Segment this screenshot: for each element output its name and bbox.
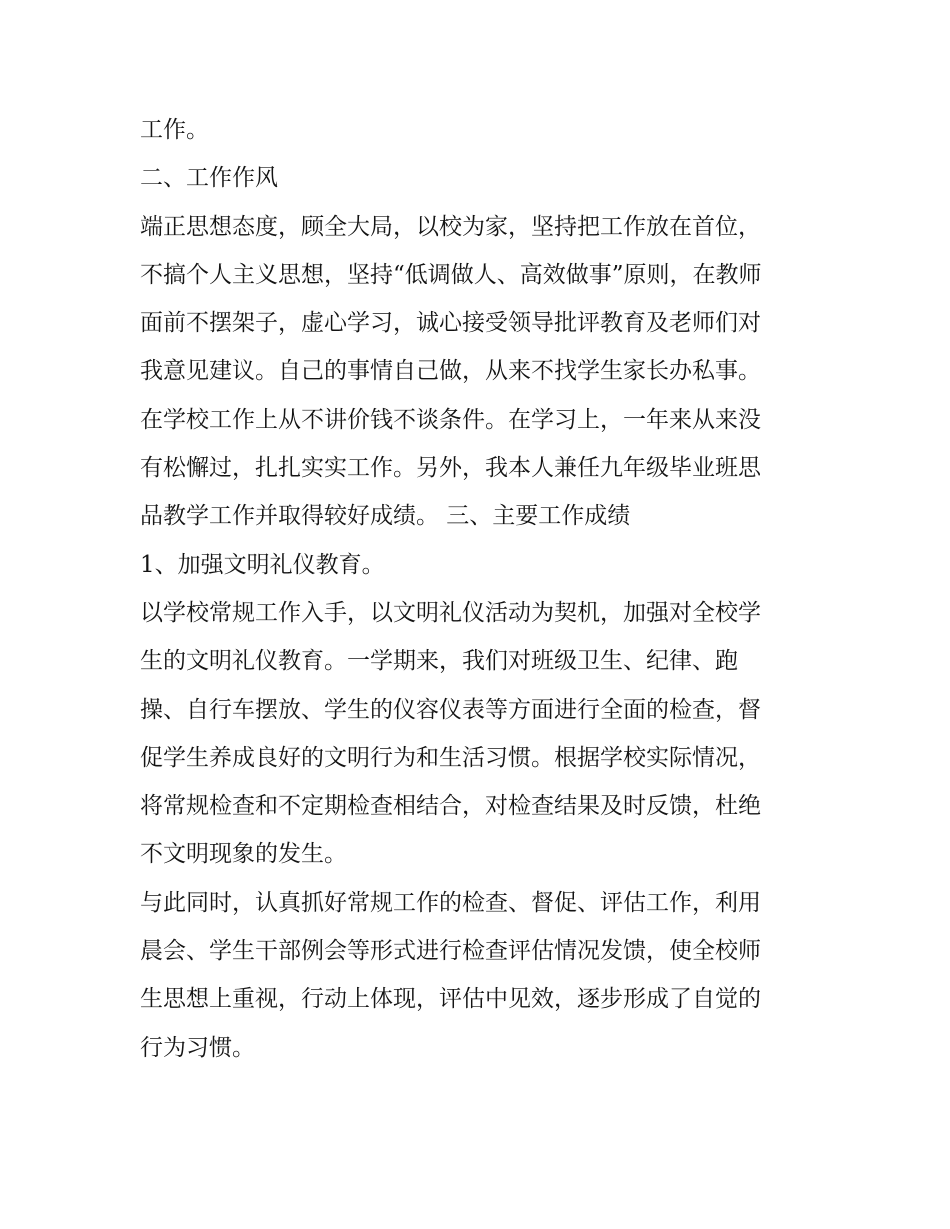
text-line: 端正思想态度，顾全大局，以校为家，坚持把工作放在首位， (140, 213, 761, 240)
text-line: 操、自行车摆放、学生的仪容仪表等方面进行全面的检查，督 (140, 696, 761, 723)
text-line: 与此同时，认真抓好常规工作的检查、督促、评估工作，利用 (140, 889, 761, 916)
text-line: 面前不摆架子，虚心学习，诚心接受领导批评教育及老师们对 (140, 310, 761, 337)
text-line: 以学校常规工作入手，以文明礼仪活动为契机，加强对全校学 (140, 599, 761, 626)
subsection-heading: 1、加强文明礼仪教育。 (140, 551, 385, 578)
document-body (140, 106, 812, 1072)
text-line: 工作。 (140, 117, 209, 143)
text-line: 有松懈过，扎扎实实工作。另外，我本人兼任九年级毕业班思 (140, 455, 761, 482)
text-line: 不文明现象的发生。 (140, 841, 347, 868)
text-line: 晨会、学生干部例会等形式进行检查评估情况发馈，使全校师 (140, 938, 761, 965)
text-line: 在学校工作上从不讲价钱不谈条件。在学习上，一年来从来没 (140, 406, 761, 433)
text-line: 生思想上重视，行动上体现，评估中见效，逐步形成了自觉的 (140, 986, 761, 1013)
text-line: 行为习惯。 (140, 1034, 255, 1061)
text-line: 将常规检查和不定期检查相结合，对检查结果及时反馈，杜绝 (140, 793, 761, 820)
text-line: 不搞个人主义思想，坚持“低调做人、高效做事”原则，在教师 (140, 261, 762, 288)
text-line: 我意见建议。自己的事情自己做，从来不找学生家长办私事。 (140, 358, 761, 385)
text-line: 促学生养成良好的文明行为和生活习惯。根据学校实际情况， (140, 744, 761, 771)
text-line: 品教学工作并取得较好成绩。 三、主要工作成绩 (140, 503, 631, 530)
section-heading: 二、工作作风 (140, 165, 278, 192)
text-line: 生的文明礼仪教育。一学期来，我们对班级卫生、纪律、跑 (140, 648, 738, 675)
